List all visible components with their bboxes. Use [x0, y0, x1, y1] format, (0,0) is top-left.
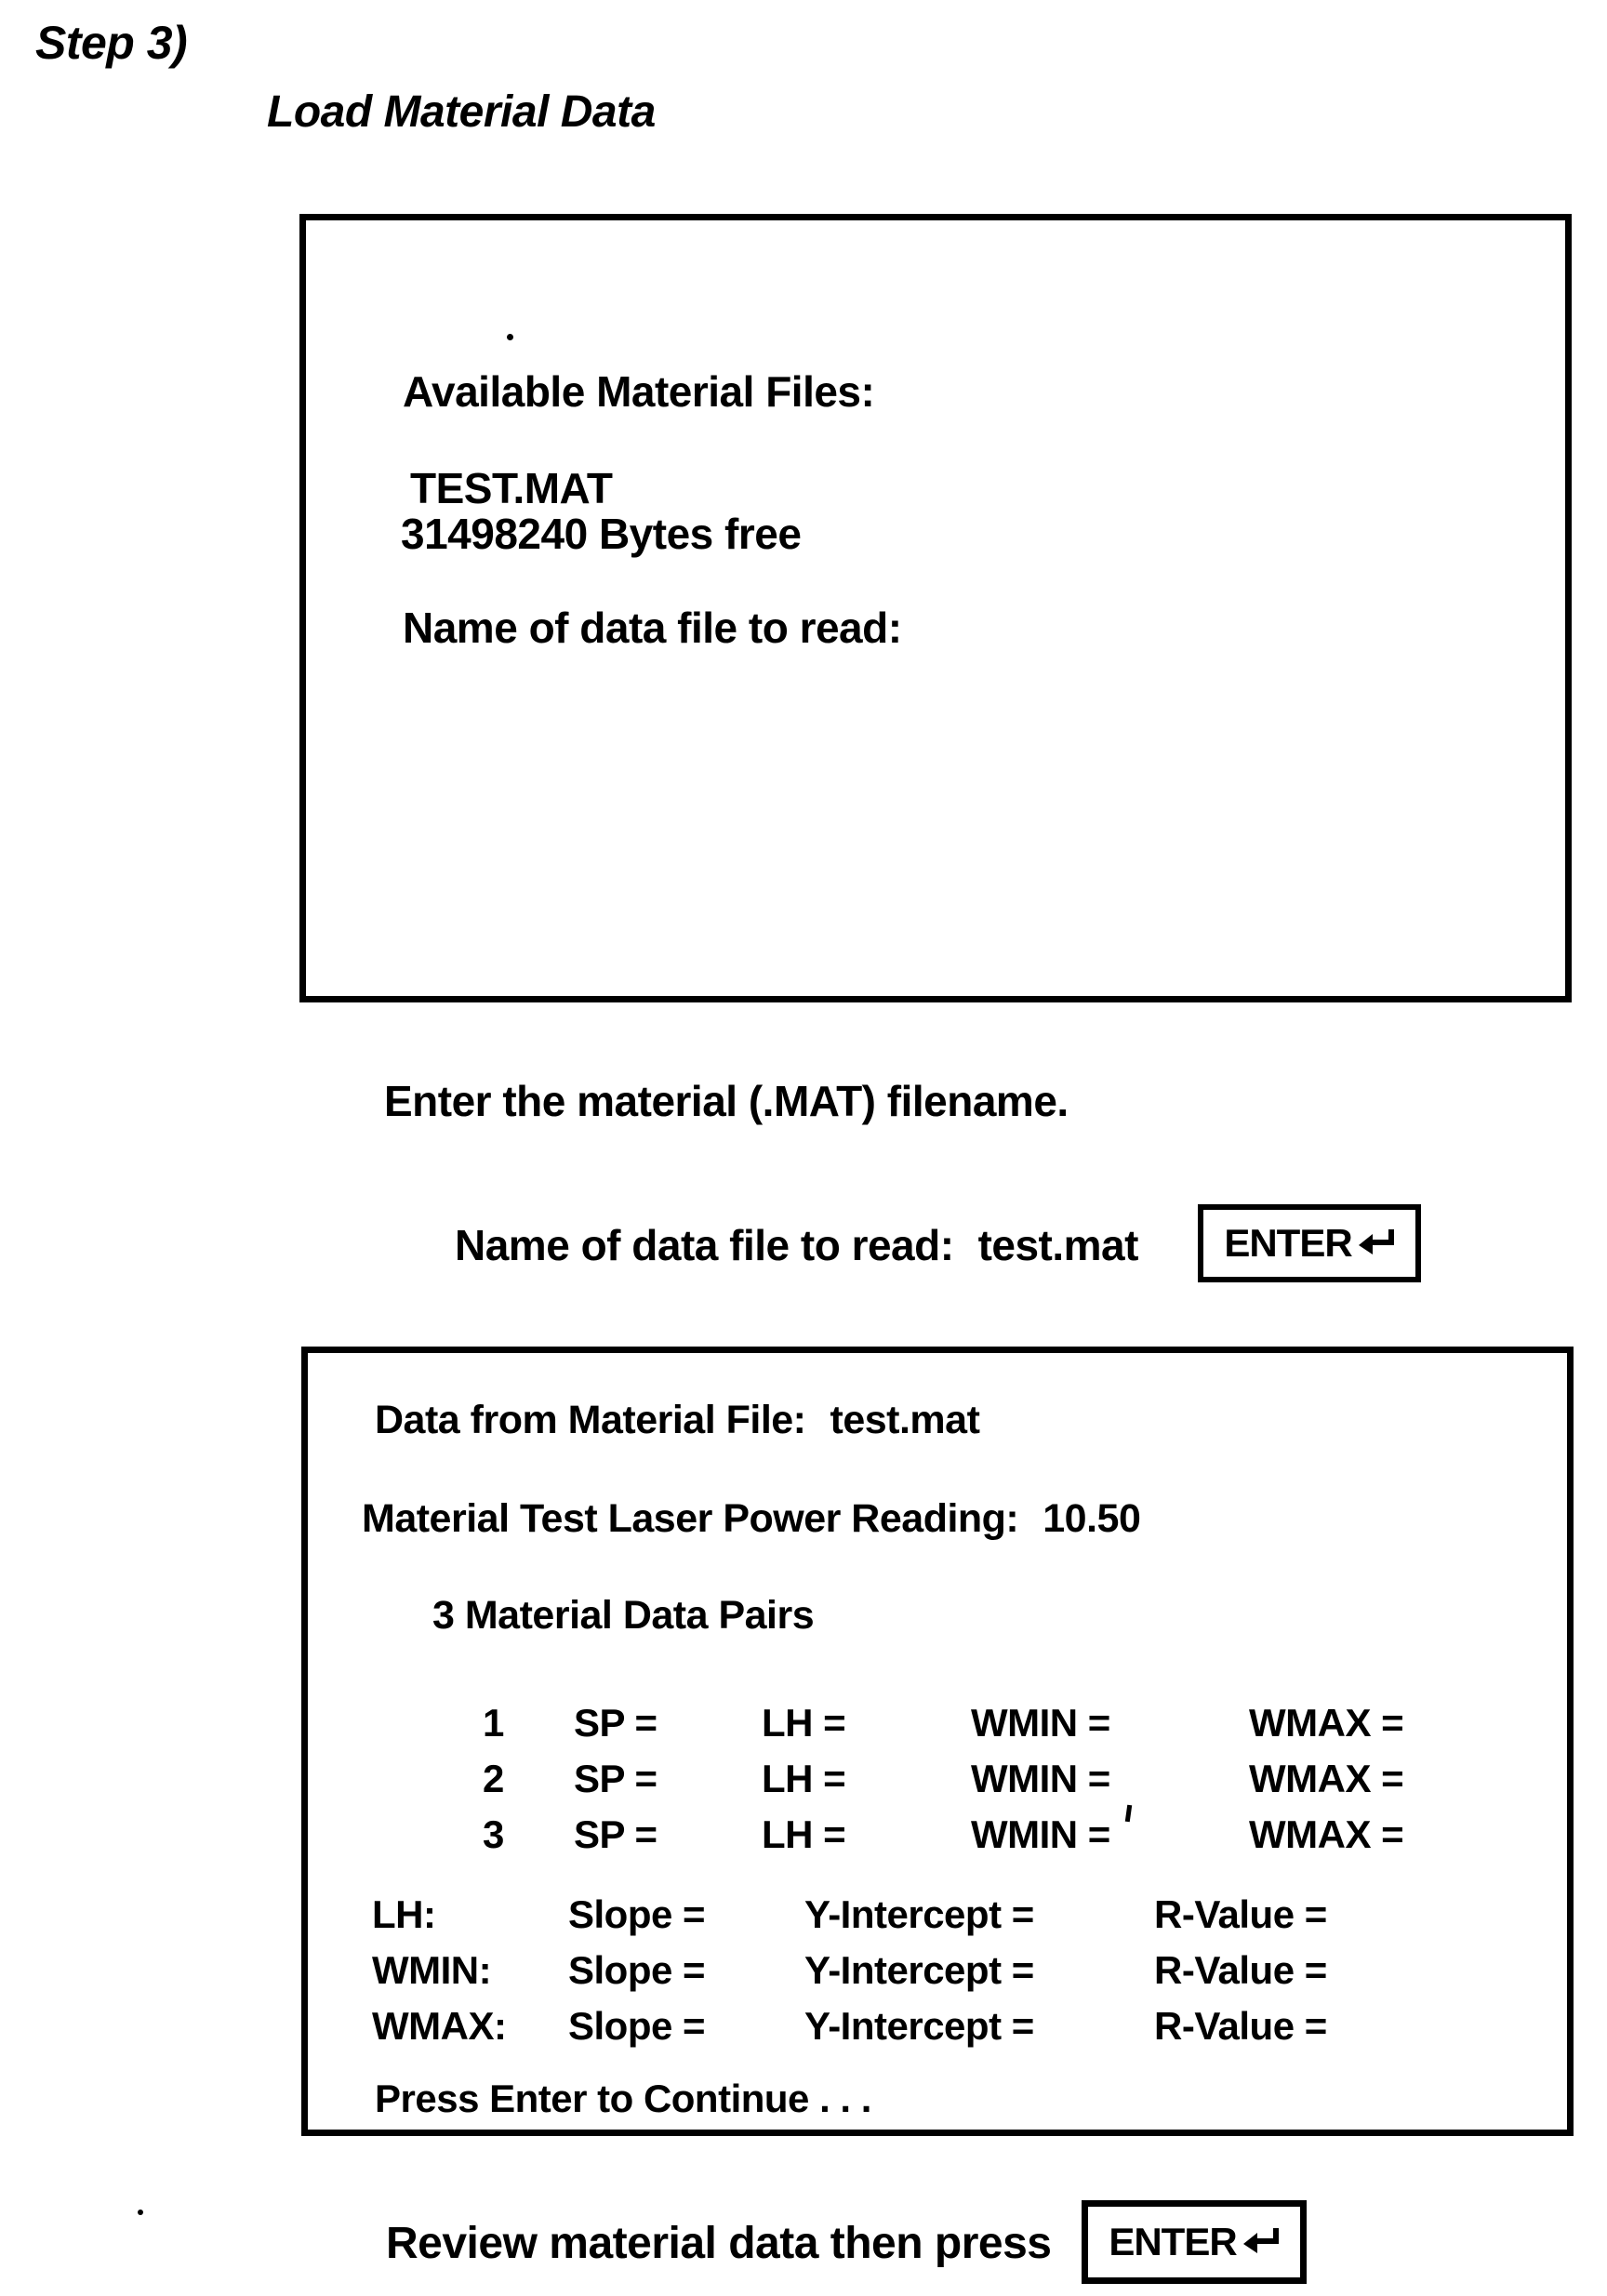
- terminal-screen-2: [301, 1347, 1574, 2136]
- pair-wmin: WMIN =: [971, 1812, 1110, 1856]
- screen1-bytes-free: 31498240 Bytes free: [401, 510, 802, 558]
- material-file-line: [375, 1400, 979, 1441]
- screen1-file-name: TEST.MAT: [410, 464, 613, 512]
- scan-artifact-dot: [507, 334, 513, 340]
- laser-power-line: [362, 1498, 1140, 1540]
- fit-r-value: R-Value =: [1154, 1948, 1327, 1992]
- scan-artifact-dot: [138, 2210, 143, 2215]
- fit-slope: Slope =: [568, 1892, 706, 1936]
- instruction-review: Review material data then press: [386, 2219, 1052, 2268]
- fit-slope: Slope =: [568, 1948, 706, 1992]
- pair-row: [308, 1701, 1567, 1749]
- enter-key-1: [1198, 1204, 1421, 1282]
- return-arrow-icon: [1242, 2227, 1280, 2257]
- screen2-footer: Press Enter to Continue . . .: [375, 2077, 871, 2120]
- fit-name: LH:: [372, 1892, 436, 1936]
- return-arrow-icon: [1358, 1228, 1395, 1258]
- fit-slope: Slope =: [568, 2004, 706, 2048]
- step-label: Step 3): [35, 17, 188, 69]
- screen1-heading: Available Material Files:: [403, 367, 875, 416]
- page-title: Load Material Data: [267, 87, 656, 137]
- material-file-value: test.mat: [830, 1398, 980, 1442]
- pair-index: 1: [483, 1701, 504, 1745]
- fit-row: [308, 2004, 1567, 2052]
- fit-y-intercept: Y-Intercept =: [804, 1948, 1034, 1992]
- pair-wmax: WMAX =: [1249, 1701, 1404, 1745]
- laser-power-label: Material Test Laser Power Reading:: [362, 1496, 1019, 1541]
- pair-sp: SP =: [574, 1757, 657, 1800]
- fit-r-value: R-Value =: [1154, 2004, 1327, 2048]
- terminal-screen-1: [299, 214, 1572, 1002]
- filename-prompt-line: [455, 1223, 1138, 1267]
- pair-row: [308, 1812, 1567, 1861]
- pair-row: [308, 1757, 1567, 1805]
- pair-wmin: WMIN =: [971, 1757, 1110, 1800]
- pair-index: 2: [483, 1757, 504, 1800]
- laser-power-value: 10.50: [1043, 1496, 1141, 1541]
- enter-key-label: ENTER: [1109, 2220, 1237, 2263]
- fit-y-intercept: Y-Intercept =: [804, 1892, 1034, 1936]
- material-file-label: Data from Material File:: [375, 1398, 806, 1442]
- pair-sp: SP =: [574, 1812, 657, 1856]
- pair-lh: LH =: [762, 1757, 846, 1800]
- filename-prompt-label: Name of data file to read:: [455, 1221, 954, 1269]
- fit-name: WMAX:: [372, 2004, 507, 2048]
- pair-index: 3: [483, 1812, 504, 1856]
- enter-key-label: ENTER: [1224, 1221, 1352, 1265]
- pair-lh: LH =: [762, 1812, 846, 1856]
- fit-row: [308, 1892, 1567, 1941]
- screen1-prompt: Name of data file to read:: [403, 604, 902, 652]
- pair-wmin: WMIN =: [971, 1701, 1110, 1745]
- instruction-enter-filename: Enter the material (.MAT) filename.: [384, 1077, 1069, 1125]
- fit-y-intercept: Y-Intercept =: [804, 2004, 1034, 2048]
- pair-sp: SP =: [574, 1701, 657, 1745]
- pair-lh: LH =: [762, 1701, 846, 1745]
- pairs-heading: 3 Material Data Pairs: [432, 1593, 815, 1638]
- pair-wmax: WMAX =: [1249, 1757, 1404, 1800]
- fit-row: [308, 1948, 1567, 1997]
- pair-wmax: WMAX =: [1249, 1812, 1404, 1856]
- filename-prompt-value: test.mat: [977, 1221, 1138, 1269]
- fit-name: WMIN:: [372, 1948, 492, 1992]
- fit-r-value: R-Value =: [1154, 1892, 1327, 1936]
- enter-key-2: [1082, 2200, 1307, 2284]
